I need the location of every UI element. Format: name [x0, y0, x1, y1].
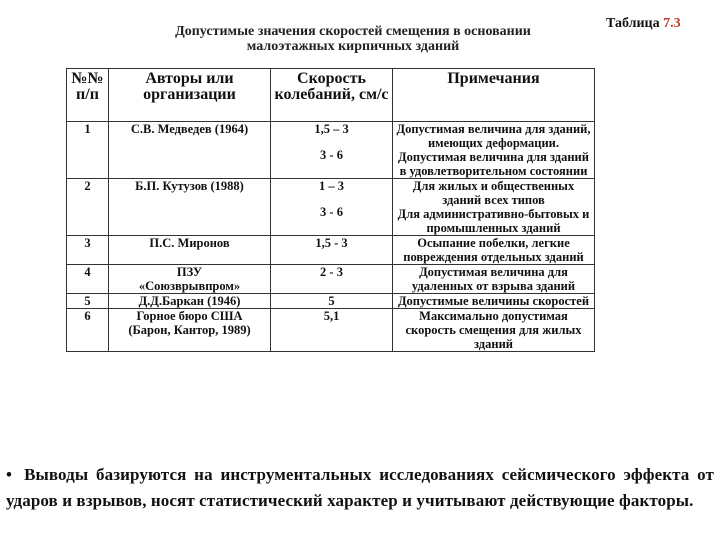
row-num: 6 [67, 309, 109, 352]
row-author [109, 309, 271, 352]
speed-value: 3 - 6 [320, 205, 343, 219]
row-note: Допустимые величины скоростей [393, 294, 595, 309]
row-num: 2 [67, 179, 109, 236]
row-num: 1 [67, 122, 109, 179]
conclusion-paragraph [6, 462, 714, 514]
table-header-row [67, 69, 595, 122]
note-text: Допустимая величина для зданий, имеющих деформации. [396, 122, 591, 150]
table-caption [118, 24, 588, 54]
row-note: Допустимая величина для удаленных от взрыва зданий [393, 265, 595, 294]
table-label-prefix: Таблица [606, 16, 664, 31]
bullet-icon: • [6, 465, 13, 484]
row-author: Д.Д.Баркан (1946) [109, 294, 271, 309]
table-row [67, 122, 595, 179]
header-notes: Примечания [393, 69, 595, 122]
table-number-label [606, 16, 716, 32]
row-author: Б.П. Кутузов (1988) [109, 179, 271, 236]
row-num: 4 [67, 265, 109, 294]
row-speed [271, 122, 393, 179]
table-row [67, 236, 595, 265]
table-row [67, 179, 595, 236]
note-text: Допустимая величина для зданий в удовлетворительном состоянии [398, 150, 589, 178]
row-note [393, 122, 595, 179]
speed-value: 1,5 – 3 [314, 122, 349, 136]
row-note [393, 179, 595, 236]
speed-value: 1 – 3 [319, 179, 344, 193]
row-note: Осыпание побелки, легкие повреждения отдельных зданий [393, 236, 595, 265]
row-speed: 5,1 [271, 309, 393, 352]
row-speed: 1,5 - 3 [271, 236, 393, 265]
caption-line-1: Допустимые значения скоростей смещения в основании [175, 24, 531, 39]
conclusion-text: Выводы базируются на инструментальных исследованиях сейсмического эффекта от ударов и взрывов, носят статистический характер и учитывают действующие факторы. [6, 465, 714, 510]
row-speed: 5 [271, 294, 393, 309]
table-row [67, 265, 595, 294]
row-num: 5 [67, 294, 109, 309]
row-author: С.В. Медведев (1964) [109, 122, 271, 179]
table-row [67, 294, 595, 309]
note-text: Для жилых и общественных зданий всех типов [412, 179, 575, 207]
table-label-number: 7.3 [663, 16, 681, 31]
author-line: «Союзврывпром» [138, 279, 241, 293]
row-note: Максимально допустимая скорость смещения для жилых зданий [393, 309, 595, 352]
author-line: Горное бюро США [136, 309, 243, 323]
row-speed [271, 179, 393, 236]
row-num: 3 [67, 236, 109, 265]
table-row [67, 309, 595, 352]
speed-value: 3 - 6 [320, 148, 343, 162]
header-num: №№ п/п [67, 69, 109, 122]
row-author [109, 265, 271, 294]
row-speed: 2 - 3 [271, 265, 393, 294]
author-line: (Барон, Кантор, 1989) [128, 323, 251, 337]
header-authors: Авторы или организации [109, 69, 271, 122]
caption-line-2: малоэтажных кирпичных зданий [246, 39, 460, 54]
row-author: П.С. Миронов [109, 236, 271, 265]
note-text: Для административно-бытовых и промышленных зданий [397, 207, 590, 235]
header-speed: Скорость колебаний, см/с [271, 69, 393, 122]
author-line: ПЗУ [176, 265, 203, 279]
seismic-speed-table [66, 68, 595, 352]
